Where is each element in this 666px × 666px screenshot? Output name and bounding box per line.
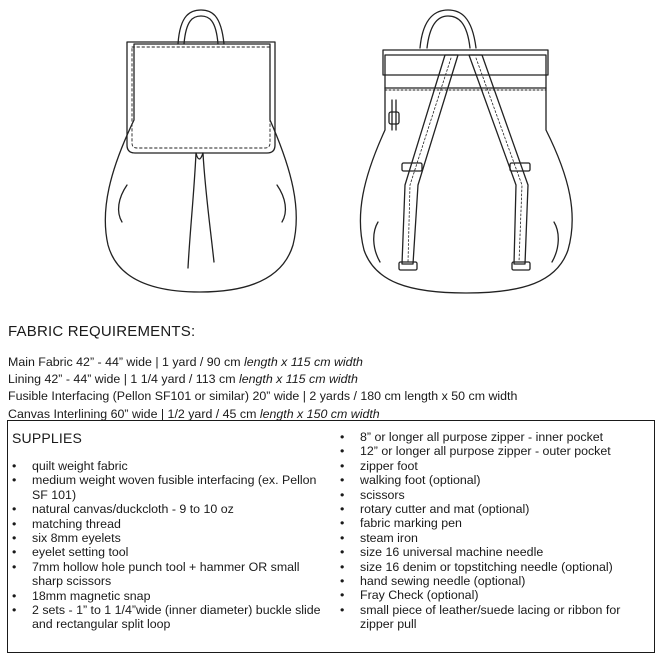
fabric-requirements-list — [8, 354, 517, 423]
list-item: • scissors — [340, 488, 650, 502]
list-item: • fabric marking pen — [340, 516, 650, 530]
fabric-line-interfacing: Fusible Interfacing (Pellon SF101 or similar) 20” wide | 2 yards / 180 cm length x 50 cm width — [8, 389, 518, 404]
supplies-box — [7, 420, 655, 653]
front-flap — [127, 42, 275, 153]
supplies-title: SUPPLIES — [12, 430, 83, 446]
supplies-list-left — [12, 459, 330, 632]
fabric-line-lining: Lining 42” - 44” wide | 1 1/4 yard / 113 cm length x 115 cm width — [8, 372, 358, 387]
strap-left — [402, 55, 458, 264]
list-item: • 8” or longer all purpose zipper - inner pocket — [340, 430, 650, 444]
zipper-pocket — [392, 100, 396, 130]
front-body — [105, 44, 296, 292]
list-item: • quilt weight fabric — [12, 459, 330, 473]
list-item: • eyelet setting tool — [12, 545, 330, 559]
fabric-line-canvas: Canvas Interlining 60” wide | 1/2 yard / 45 cm length x 150 cm width — [8, 406, 380, 421]
list-item: • 18mm magnetic snap — [12, 589, 330, 603]
list-item: • hand sewing needle (optional) — [340, 574, 650, 588]
list-item: • steam iron — [340, 531, 650, 545]
list-item: • zipper foot — [340, 459, 650, 473]
list-item: • medium weight woven fusible interfacing (ex. Pellon SF 101) — [12, 473, 330, 502]
strap-right — [469, 55, 528, 264]
list-item: • 2 sets - 1” to 1 1/4”wide (inner diameter) buckle slide and rectangular split loop — [12, 603, 330, 632]
front-side-curve-right — [277, 185, 285, 222]
backpack-illustrations — [0, 0, 666, 310]
fabric-requirements-title: FABRIC REQUIREMENTS: — [8, 323, 196, 340]
list-item: • 12” or longer all purpose zipper - outer pocket — [340, 444, 650, 458]
back-body — [360, 55, 572, 293]
supplies-list-right — [340, 430, 650, 632]
back-side-curve-right — [552, 222, 558, 262]
list-item: • size 16 universal machine needle — [340, 545, 650, 559]
front-side-curve-left — [119, 185, 127, 222]
list-item: • walking foot (optional) — [340, 473, 650, 487]
list-item: • rotary cutter and mat (optional) — [340, 502, 650, 516]
fabric-line-main: Main Fabric 42” - 44” wide | 1 yard / 90 cm length x 115 cm width — [8, 355, 363, 369]
list-item: • six 8mm eyelets — [12, 531, 330, 545]
list-item: • Fray Check (optional) — [340, 588, 650, 602]
list-item: • size 16 denim or topstitching needle (optional) — [340, 560, 650, 574]
zipper-pull — [389, 112, 399, 124]
backpack-front-view — [105, 10, 296, 292]
back-flap-top — [383, 50, 548, 75]
back-side-curve-left — [374, 222, 380, 262]
list-item: • matching thread — [12, 517, 330, 531]
list-item: • natural canvas/duckcloth - 9 to 10 oz — [12, 502, 330, 516]
front-drawstring — [188, 153, 214, 268]
loop-right — [512, 262, 530, 270]
list-item: • 7mm hollow hole punch tool + hammer OR small sharp scissors — [12, 560, 330, 589]
list-item: • small piece of leather/suede lacing or ribbon for zipper pull — [340, 603, 650, 632]
backpack-back-view — [360, 10, 572, 293]
